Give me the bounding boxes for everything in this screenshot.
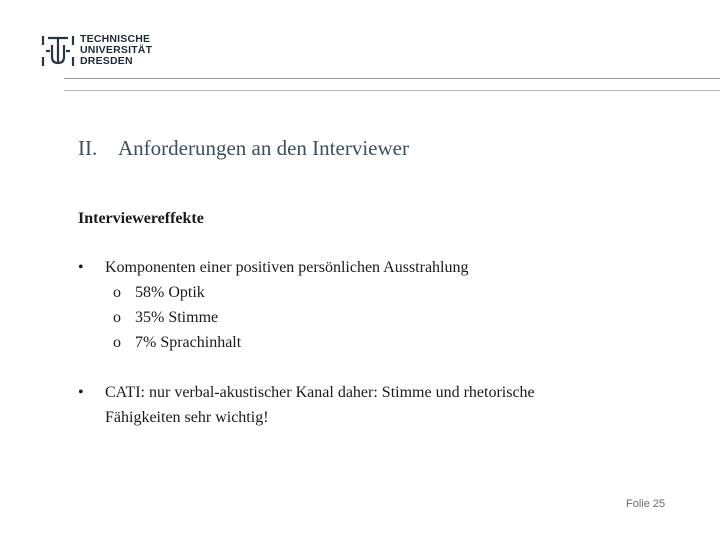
header-rule-top bbox=[64, 78, 720, 79]
title-number: II. bbox=[78, 136, 98, 160]
bullet-text bbox=[105, 380, 535, 430]
bullet-text-line-2: Fähigkeiten sehr wichtig! bbox=[105, 409, 269, 426]
logo-line-1: TECHNISCHE bbox=[80, 33, 151, 45]
sub-bullet-text: 7% Sprachinhalt bbox=[135, 334, 242, 351]
bullet-marker: • bbox=[78, 384, 84, 401]
bullet-text: Komponenten einer positiven persönlichen Ausstrahlung bbox=[105, 259, 469, 276]
section-heading: Interviewereffekte bbox=[78, 210, 204, 227]
sub-bullet-marker: o bbox=[113, 284, 121, 301]
title-text: Anforderungen an den Interviewer bbox=[118, 136, 409, 160]
sub-bullet-text: 58% Optik bbox=[135, 284, 205, 301]
university-name bbox=[80, 34, 152, 67]
sub-bullet-item bbox=[113, 305, 218, 330]
bullet-text-line-1: CATI: nur verbal-akustischer Kanal daher: Stimme und rhetorische bbox=[105, 384, 535, 401]
sub-bullet-item bbox=[113, 330, 241, 355]
logo-line-2: UNIVERSITÄT bbox=[80, 44, 153, 56]
slide-number: Folie 25 bbox=[626, 498, 666, 510]
sub-bullet-marker: o bbox=[113, 309, 121, 326]
tu-emblem-icon bbox=[40, 33, 76, 69]
sub-bullet-item bbox=[113, 280, 205, 305]
header-rule-bottom bbox=[64, 90, 720, 91]
sub-bullet-text: 35% Stimme bbox=[135, 309, 219, 326]
logo-line-3: DRESDEN bbox=[80, 55, 133, 67]
sub-bullet-marker: o bbox=[113, 334, 121, 351]
tu-dresden-logo bbox=[40, 33, 165, 69]
bullet-marker: • bbox=[78, 259, 84, 276]
slide-title bbox=[78, 136, 409, 161]
